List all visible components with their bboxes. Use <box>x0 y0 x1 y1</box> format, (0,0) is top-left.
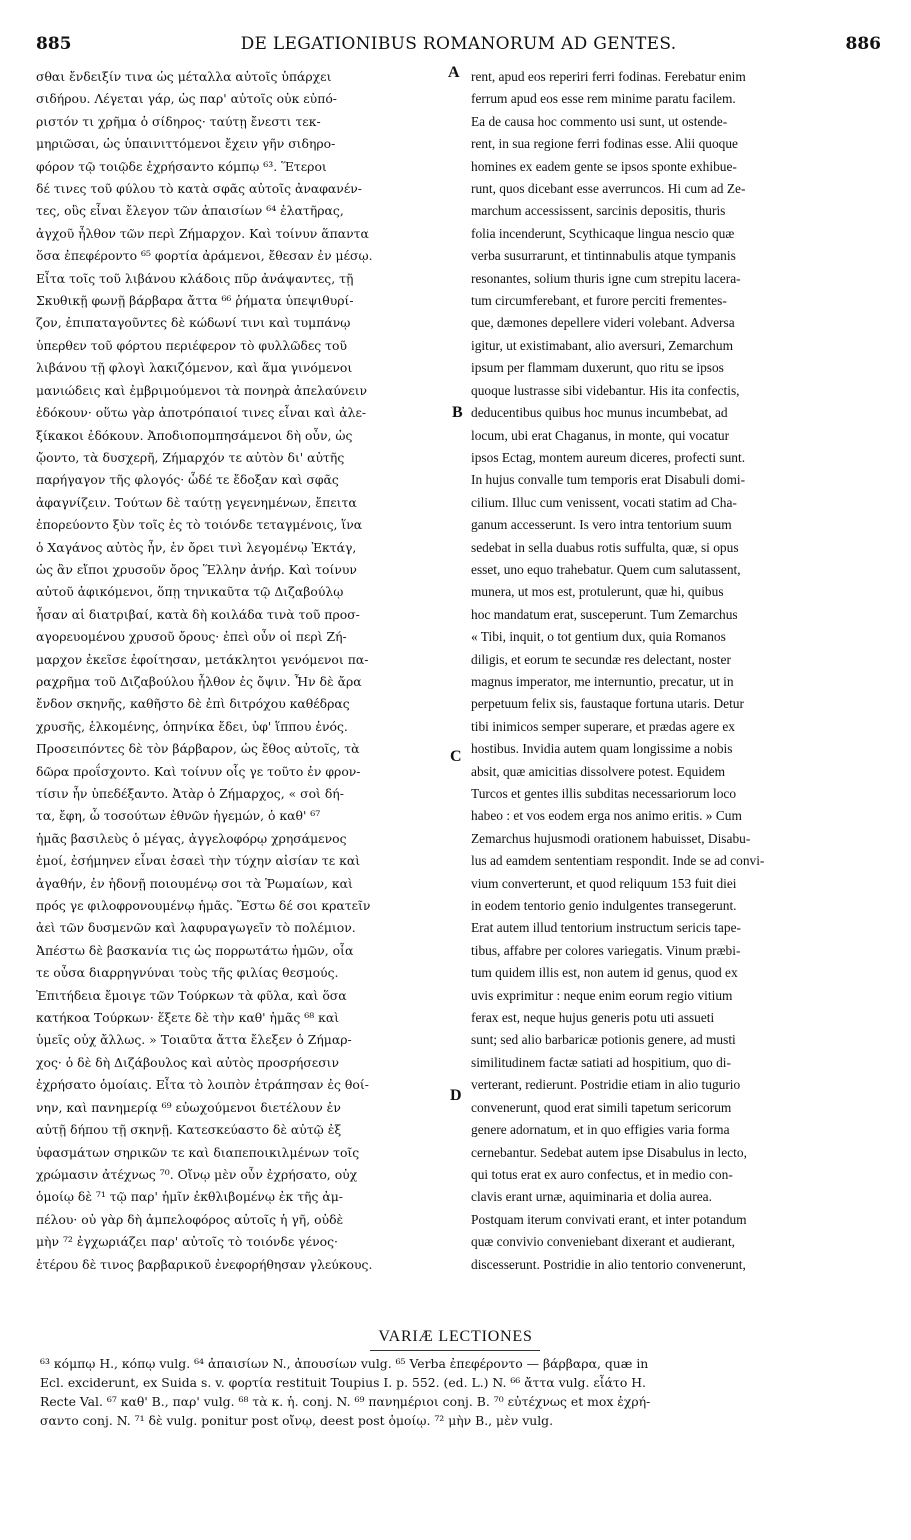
greek-text-line: αγορευομένου χρυσοῦ ὄρους· ἐπεὶ οὖν οἱ περὶ Ζή- <box>36 629 347 645</box>
latin-text-column <box>471 66 881 1276</box>
latin-text-line: munera, ut mos est, protulerunt, quæ hi, quibus <box>471 584 724 600</box>
latin-text-line: homines ex eadem gente se ipsos sponte exhibue- <box>471 158 737 174</box>
greek-text-line: πέλου· οὐ γὰρ δὴ ἀμπελοφόρος αὐτοῖς ἡ γῆ, οὐδὲ <box>36 1211 344 1227</box>
greek-text-line: Προσειπόντες δὲ τὸν βάρβαρον, ὡς ἔθος αὐτοῖς, τὰ <box>36 741 360 757</box>
latin-text-line: Zemarchus hujusmodi orationem habuisset, Disabu- <box>471 830 751 846</box>
latin-text-line: igitur, ut existimabant, alio aversuri, Zemarchum <box>471 337 733 353</box>
greek-text-line: Ἀπέστω δὲ βασκανία τις ὡς πορρωτάτω ἡμῶν, οἷα <box>36 942 354 958</box>
latin-text-line: verba susurrarunt, et tintinnabulis atque tympanis <box>471 248 736 264</box>
latin-text-line: vium converterunt, et quod reliquum 153 fuit diei <box>471 875 737 891</box>
latin-text-line: rent, in sua regione ferri fodinas esse. Alii quoque <box>471 136 738 152</box>
section-marker-a: A <box>448 64 460 81</box>
section-marker-c: C <box>450 748 462 765</box>
latin-text-line: discesserunt. Postridie in alio tentorio convenerunt, <box>471 1256 746 1272</box>
greek-text-line: χρώμασιν ἀτέχνως ⁷⁰. Οἴνῳ μὲν οὖν ἐχρήσατο, οὐχ <box>36 1166 358 1182</box>
latin-text-line: « Tibi, inquit, o tot gentium dux, quia Romanos <box>471 629 726 645</box>
variant-note-line: Recte Val. ⁶⁷ καθ' B., παρ' vulg. ⁶⁸ τὰ κ. ἡ. conj. N. ⁶⁹ πανημέριοι conj. B. ⁷⁰ εὐτέχνως et mox ἐχρή- <box>40 1394 651 1409</box>
latin-text-line: locum, ubi erat Chaganus, in monte, qui vocatur <box>471 427 730 443</box>
page-number-right: 886 <box>845 34 881 54</box>
latin-text-line: deducentibus quibus hoc munus incumbebat, ad <box>471 405 728 421</box>
latin-text-line: runt, quos dicebant esse averruncos. Hi cum ad Ze- <box>471 181 746 197</box>
variant-note-line: σαντο conj. N. ⁷¹ δὲ vulg. ponitur post οἴνῳ, deest post ὁμοίῳ. ⁷² μὴν B., μὲν vulg. <box>40 1413 554 1428</box>
latin-text-line: tibi inimicos semper superare, et prædas agere ex <box>471 718 736 734</box>
greek-text-line: αὐτοῦ ἀφικόμενοι, ὅπῃ τηνικαῦτα τῷ Διζαβούλῳ <box>36 584 344 600</box>
latin-text-line: ipsos Ectag, montem aureum diceres, profecti sunt. <box>471 449 746 465</box>
greek-text-line: ἡμᾶς βασιλεὺς ὁ μέγας, ἀγγελοφόρῳ χρησάμενος <box>36 830 347 846</box>
greek-text-line: χρυσῆς, ἑλκομένης, ὁπηνίκα ἔδει, ὑφ' ἵππου ἑνός. <box>36 718 348 734</box>
greek-text-line: ὁμοίῳ δὲ ⁷¹ τῷ παρ' ἡμῖν ἐκθλιβομένῳ ἐκ τῆς ἀμ- <box>36 1189 343 1205</box>
latin-text-line: sedebat in sella duabus rotis suffulta, quæ, si opus <box>471 539 739 555</box>
latin-text-line: genere adornatum, et in quo effigies varia forma <box>471 1122 730 1138</box>
greek-text-line: τες, οὓς εἶναι ἔλεγον τῶν ἀπαισίων ⁶⁴ ἐλατῆρας, <box>36 203 344 219</box>
greek-text-column <box>36 66 449 1276</box>
greek-text-line: ὁ Χαγάνος αὐτὸς ἦν, ἐν ὄρει τινὶ λεγομένῳ Ἐκτάγ, <box>36 539 357 555</box>
latin-text-line: similitudinem factæ satiati ad hospitium, quo di- <box>471 1054 731 1070</box>
greek-text-line: ἀγχοῦ ἦλθον τῶν περὶ Ζήμαρχον. Καὶ τοίνυν ἅπαντα <box>36 225 369 241</box>
latin-text-line: ganum accesserunt. Is vero intra tentorium suum <box>471 517 732 533</box>
greek-text-line: κατήκοα Τούρκων· ἕξετε δὲ τὴν καθ' ἡμᾶς ⁶⁸ καὶ <box>36 1010 340 1026</box>
greek-text-line: δῶρα προΐσχοντο. Καὶ τοίνυν οἷς γε τοῦτο ἐν φρον- <box>36 763 361 779</box>
latin-text-line: perpetuum felix sis, faustaque fortuna utaris. Detur <box>471 696 744 712</box>
greek-text-line: νην, καὶ πανημερίᾳ ⁶⁹ εὐωχούμενοι διετέλουν ἐν <box>36 1099 341 1115</box>
greek-text-line: ὅσα ἐπεφέροντο ⁶⁵ φορτία ἀράμενοι, ἔθεσαν ἐν μέσῳ. <box>36 248 373 264</box>
greek-text-line: Ἐπιτήδεια ἔμοιγε τῶν Τούρκων τὰ φῦλα, καὶ ὅσα <box>36 987 347 1003</box>
greek-text-line: ὑφασμάτων σηρικῶν τε καὶ διαπεποικιλμένων τοῖς <box>36 1144 360 1160</box>
greek-text-line: μηριῶσαι, ὡς ὑπαινιττόμενοι ἔχειν γῆν σιδηρο- <box>36 136 336 152</box>
variant-note-line: Ecl. exciderunt, ex Suida s. v. φορτία restituit Toupius I. p. 552. (ed. L.) N. ⁶⁶ ἄττα vulg. εἶάτο H. <box>40 1375 646 1390</box>
section-marker-b: B <box>452 404 463 421</box>
greek-text-line: αὐτῇ δήπου τῇ σκηνῇ. Κατεσκεύαστο δὲ αὐτῷ ἐξ <box>36 1122 342 1138</box>
latin-text-line: quæ convivio conveniebant dixerant et audierant, <box>471 1234 736 1250</box>
latin-text-line: In hujus convalle tum temporis erat Disabuli domi- <box>471 472 746 488</box>
greek-text-line: ἀεὶ τῶν δυσμενῶν καὶ λαφυραγωγεῖν τὸ πολέμιον. <box>36 920 356 936</box>
latin-text-line: habeo : et vos eodem erga nos animo eritis. » Cum <box>471 808 742 824</box>
greek-text-line: μὴν ⁷² ἐγχωριάζει παρ' αὐτοῖς τὸ τοιόνδε γένος· <box>36 1234 338 1250</box>
greek-text-line: ἐχρήσατο ὁμοίαις. Εἶτα τὸ λοιπὸν ἐτράπησαν ἐς θοί- <box>36 1077 369 1093</box>
greek-text-line: ἀγαθήν, ἐν ἡδονῇ ποιουμένῳ σοι τὰ Ῥωμαίων, καὶ <box>36 875 353 891</box>
latin-text-line: ipsum per flammam duxerunt, quo ritu se ipsos <box>471 360 724 376</box>
latin-text-line: Postquam iterum convivati erant, et inter potandum <box>471 1211 747 1227</box>
latin-text-line: sunt; sed alio barbaricæ potionis genere, ad musti <box>471 1032 736 1048</box>
greek-text-line: χος· ὁ δὲ δὴ Διζάβουλος καὶ αὐτὸς προσρήσεσιν <box>36 1054 340 1070</box>
latin-text-line: diligis, et eorum te secundæ res delectant, noster <box>471 651 731 667</box>
greek-text-line: ἑτέρου δὲ τινος βαρβαρικοῦ ἐνεφορήθησαν γλεύκους. <box>36 1256 373 1272</box>
page-number-left: 885 <box>36 34 72 54</box>
latin-text-line: in eodem tentorio genio indulgentes transegerunt. <box>471 898 737 914</box>
greek-text-line: ἔνδον σκηνῆς, καθῆστο δὲ ἐπὶ διτρόχου καθέδρας <box>36 696 350 712</box>
greek-text-line: ὑμεῖς οὐχ ἄλλως. » Τοιαῦτα ἄττα ἔλεξεν ὁ Ζήμαρ- <box>36 1032 352 1048</box>
latin-text-line: magnus imperator, me internuntio, precatur, ut in <box>471 673 734 689</box>
page-header <box>36 34 881 56</box>
greek-text-line: δέ τινες τοῦ φύλου τὸ κατὰ σφᾶς αὐτοῖς ἀναφανέν- <box>36 181 362 197</box>
greek-text-line: μανιώδεις καὶ ἐμβριμούμενοι τὰ πονηρὰ ἀπελαύνειν <box>36 382 368 398</box>
variant-note-line: ⁶³ κόμπῳ H., κόπῳ vulg. ⁶⁴ ἀπαισίων N., ἀπουσίων vulg. ⁶⁵ Verba ἐπεφέροντο — βάρβαρα, quæ in <box>40 1356 649 1371</box>
greek-text-line: ἐμοί, ἐσήμηνεν εἶναι ἐσαεὶ τὴν τύχην αἰσίαν τε καὶ <box>36 853 361 869</box>
greek-text-line: Σκυθικῇ φωνῇ βάρβαρα ἄττα ⁶⁶ ῥήματα ὑπεψιθυρί- <box>36 293 354 309</box>
latin-text-line: verterant, redierunt. Postridie etiam in alio tugurio <box>471 1077 741 1093</box>
latin-text-line: tum circumferebant, et furore perciti frementes- <box>471 293 727 309</box>
greek-text-line: ραχρῆμα τοῦ Διζαβούλου ἦλθον ἐς ὄψιν. Ἦν δὲ ἄρα <box>36 673 362 689</box>
greek-text-line: ζον, ἐπιπαταγοῦντες δὲ κώδωνί τινι καὶ τυμπάνῳ <box>36 315 351 331</box>
latin-text-line: uvis exprimitur : neque enim eorum regio vitium <box>471 987 733 1003</box>
latin-text-line: tibus, affabre per colores variegatis. Vinum præbi- <box>471 942 741 958</box>
greek-text-line: ἐδόκουν· οὕτω γὰρ ἀποτρόπαιοί τινες εἶναι καὶ ἀλε- <box>36 405 367 421</box>
variae-lectiones-title: VARIÆ LECTIONES <box>378 1328 533 1345</box>
greek-text-line: μαρχον ἐκεῖσε ἐφοίτησαν, μετάκλητοι γενόμενοι πα- <box>36 651 369 667</box>
greek-text-line: Εἶτα τοῖς τοῦ λιβάνου κλάδοις πῦρ ἀνάψαντες, τῇ <box>36 270 354 286</box>
latin-text-line: tum quidem illis est, non autem id genus, quod ex <box>471 965 738 981</box>
greek-text-line: λιβάνου τῇ φλογὶ λακιζόμενον, καὶ ἅμα γινόμενοι <box>36 360 353 376</box>
greek-text-line: παρήγαγον τῆς φλογός· ὧδέ τε ἔδοξαν καὶ σφᾶς <box>36 472 339 488</box>
greek-text-line: τίσιν ἦν ὑπεδέξαντο. Ἀτὰρ ὁ Ζήμαρχος, « σοὶ δή- <box>36 786 344 801</box>
latin-text-line: ferrum apud eos esse rem minime paratu facilem. <box>471 91 736 107</box>
latin-text-line: Turcos et gentes illis subditas necessariorum loco <box>471 786 737 801</box>
greek-text-line: ἦσαν αἱ διατριβαί, κατὰ δὴ κοιλάδα τινὰ τοῦ προσ- <box>36 606 360 622</box>
latin-text-line: marchum accessissent, sarcinis depositis, thuris <box>471 203 726 219</box>
greek-text-line: σθαι ἔνδειξίν τινα ὡς μέταλλα αὐτοῖς ὑπάρχει <box>36 69 332 84</box>
greek-text-line: ἀφαγνίζειν. Τούτων δὲ ταύτῃ γεγενημένων, ἔπειτα <box>36 494 357 510</box>
latin-text-line: clavis erant urnæ, aquiminaria et dolia aurea. <box>471 1189 712 1205</box>
latin-text-line: esset, uno equo trahebatur. Quem cum salutassent, <box>471 561 741 577</box>
running-title: DE LEGATIONIBUS ROMANORUM AD GENTES. <box>240 34 677 54</box>
greek-text-line: φόρον τῷ τοιῷδε ἐχρήσαντο κόμπῳ ⁶³. Ἕτεροι <box>36 158 327 174</box>
latin-text-line: convenerunt, quod erat simili tapetum sericorum <box>471 1099 732 1115</box>
latin-text-line: qui totus erat ex auro confectus, et in medio con- <box>471 1166 733 1182</box>
latin-text-line: que, dæmones depellere videri volebant. Adversa <box>471 315 735 331</box>
latin-text-line: rent, apud eos reperiri ferri fodinas. Ferebatur enim <box>471 69 746 84</box>
latin-text-line: folia incenderunt, Scythicaque lingua nescio quæ <box>471 225 735 241</box>
section-marker-d: D <box>450 1087 462 1104</box>
greek-text-line: πρός γε φιλοφρονουμένῳ ἡμᾶς. Ἔστω δέ σοι κρατεῖν <box>36 898 371 914</box>
greek-text-line: σιδήρου. Λέγεται γάρ, ὡς παρ' αὐτοῖς οὐκ εὐπό- <box>36 91 337 107</box>
latin-text-line: ferax est, neque hujus generis potu uti assueti <box>471 1010 715 1026</box>
greek-text-line: ὑπερθεν τοῦ φόρτου περιέφερον τὸ φυλλῶδες τοῦ <box>36 337 348 353</box>
latin-text-line: cernebantur. Sedebat autem ipse Disabulus in lecto, <box>471 1144 747 1160</box>
latin-text-line: absit, quæ amicitias dissolvere potest. Equidem <box>471 763 726 779</box>
greek-text-line: ριστόν τι χρῆμα ὁ σίδηρος· ταύτῃ ἔνεστι τεκ- <box>36 113 321 129</box>
latin-text-line: lus ad eamdem sententiam respondit. Inde se ad convi- <box>471 853 765 869</box>
title-underline <box>370 1350 540 1351</box>
latin-text-line: quoque lustrasse sibi videbantur. His ita confectis, <box>471 382 740 398</box>
latin-text-line: hoc mandatum erat, susceperunt. Tum Zemarchus <box>471 606 738 622</box>
greek-text-line: ἐπορεύοντο ξὺν τοῖς ἐς τὸ τοιόνδε τεταγμένοις, ἵνα <box>36 517 363 533</box>
greek-text-line: τε οὖσα διαρρηγνύναι τοὺς τῆς φιλίας θεσμούς. <box>36 965 339 981</box>
variae-lectiones-notes <box>40 1354 876 1430</box>
latin-text-line: resonantes, solium thuris igne cum strepitu lacera- <box>471 270 741 286</box>
greek-text-line: ξίκακοι ἐδόκουν. Ἀποδιοπομπησάμενοι δὴ οὖν, ὡς <box>36 427 353 443</box>
latin-text-line: Erat autem illud tentorium instructum sericis tape- <box>471 920 741 936</box>
latin-text-line: hostibus. Invidia autem quam longissime a nobis <box>471 741 733 757</box>
greek-text-line: ὡς ἂν εἴποι χρυσοῦν ὄρος Ἕλλην ἀνήρ. Καὶ τοίνυν <box>36 561 357 577</box>
greek-text-line: τα, ἔφη, ὦ τοσούτων ἐθνῶν ἡγεμών, ὁ καθ' ⁶⁷ <box>36 808 321 824</box>
latin-text-line: Ea de causa hoc commento usi sunt, ut ostende- <box>471 113 728 129</box>
latin-text-line: cilium. Illuc cum venissent, vocati statim ad Cha- <box>471 494 737 510</box>
greek-text-line: ᾤοντο, τὰ δυσχερῆ, Ζήμαρχόν τε αὐτὸν δι' αὐτῆς <box>36 449 345 465</box>
